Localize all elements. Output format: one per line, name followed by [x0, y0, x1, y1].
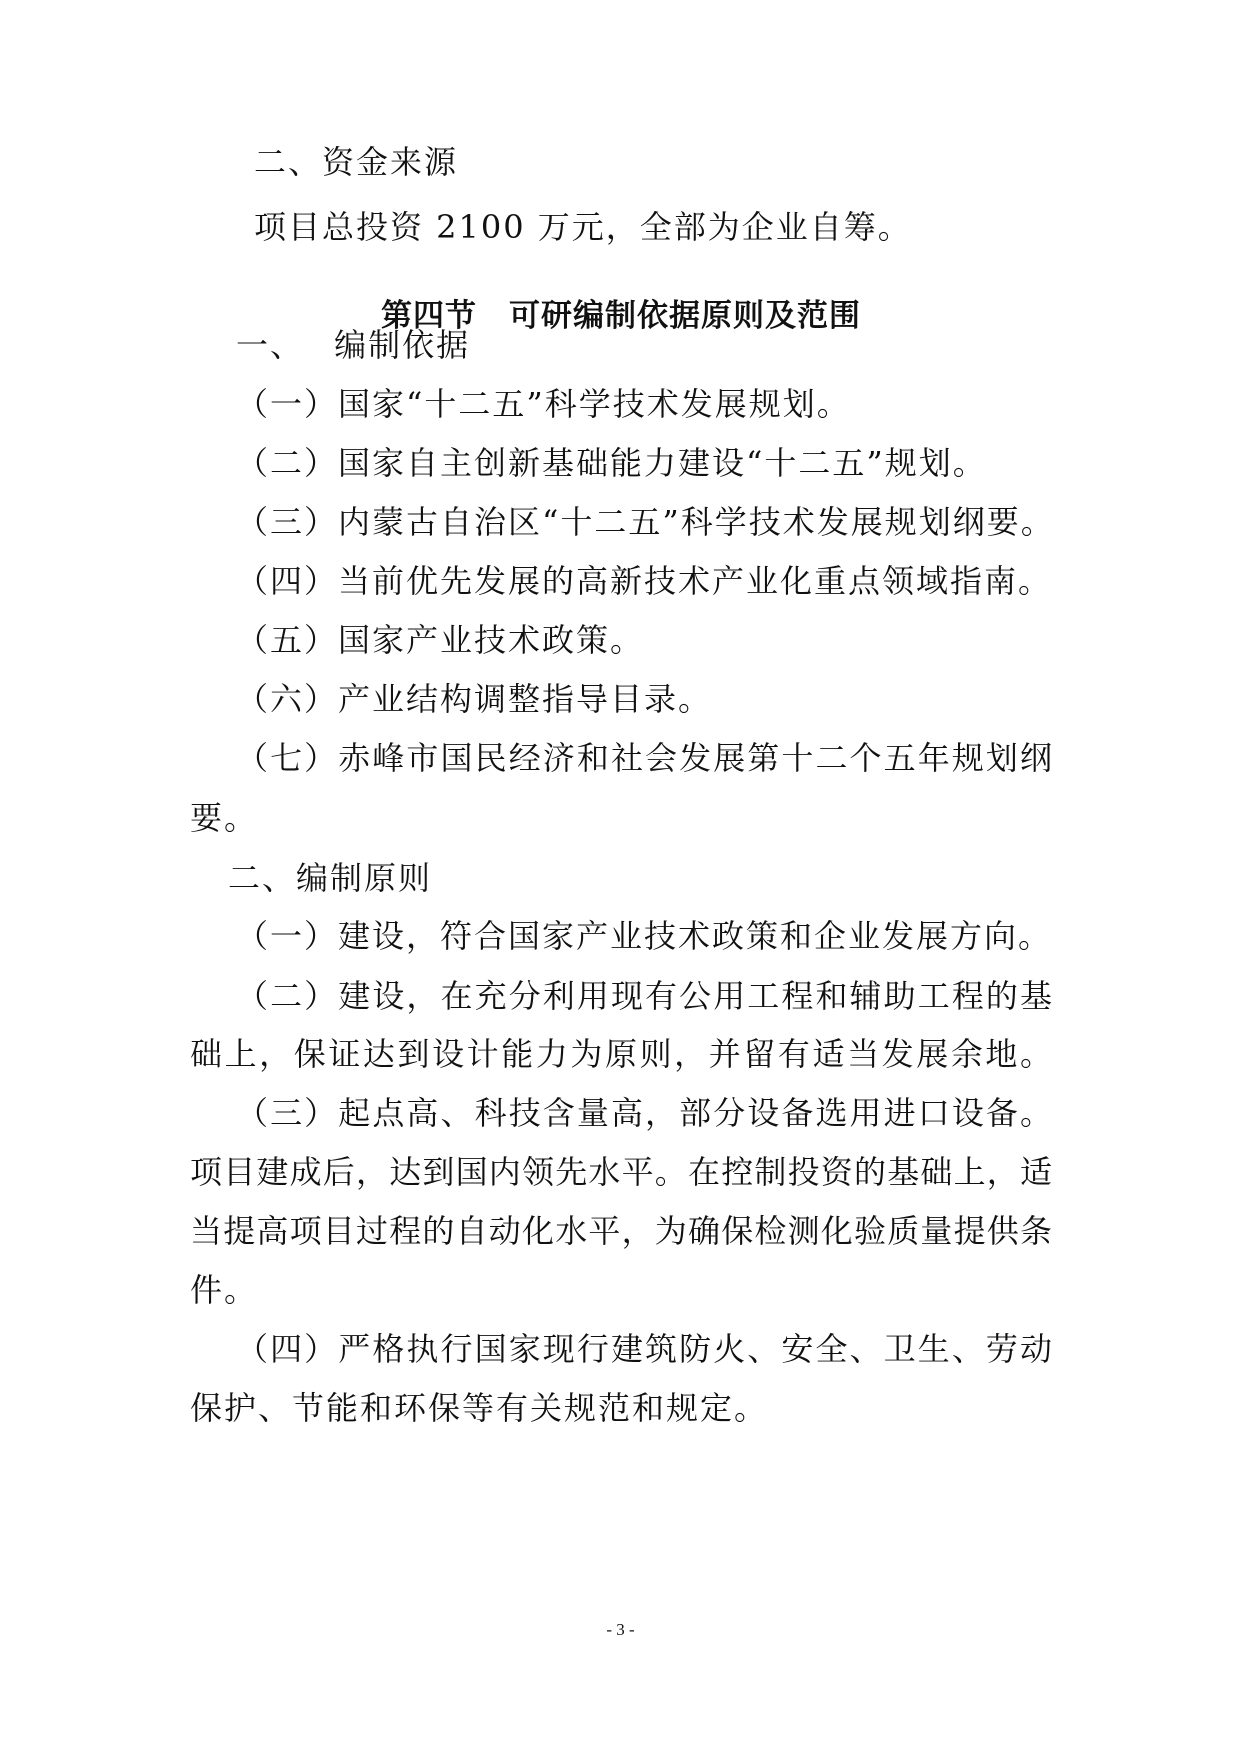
- funding-heading: 二、资金来源: [254, 143, 459, 181]
- principle-3-line-4: 件。: [190, 1271, 259, 1309]
- basis-item-6: （六）产业结构调整指导目录。: [236, 680, 713, 718]
- principle-3-line-1: （三）起点高、科技含量高，部分设备选用进口设备。: [236, 1094, 1052, 1132]
- basis-item-7-line-1: （七）赤峰市国民经济和社会发展第十二个五年规划纲: [236, 739, 1052, 777]
- basis-item-7-line-2: 要。: [190, 799, 259, 837]
- principle-2-line-2: 础上，保证达到设计能力为原则，并留有适当发展余地。: [190, 1035, 1052, 1073]
- basis-item-4: （四）当前优先发展的高新技术产业化重点领域指南。: [236, 562, 1053, 600]
- principle-4-line-1: （四）严格执行国家现行建筑防火、安全、卫生、劳动: [236, 1330, 1052, 1368]
- basis-item-2: （二）国家自主创新基础能力建设“十二五”规划。: [236, 444, 987, 482]
- principle-1: （一）建设，符合国家产业技术政策和企业发展方向。: [236, 917, 1053, 955]
- funding-text: 项目总投资 2100 万元，全部为企业自筹。: [254, 208, 912, 246]
- principle-3-line-3: 当提高项目过程的自动化水平，为确保检测化验质量提供条: [190, 1212, 1052, 1250]
- basis-heading: 一、 编制依据: [236, 326, 471, 364]
- basis-item-5: （五）国家产业技术政策。: [236, 621, 645, 659]
- principle-2-line-1: （二）建设，在充分利用现有公用工程和辅助工程的基: [236, 977, 1052, 1015]
- page-number: - 3 -: [606, 1620, 635, 1639]
- principles-heading: 二、编制原则: [228, 859, 433, 897]
- basis-item-3: （三）内蒙古自治区“十二五”科学技术发展规划纲要。: [236, 503, 1055, 541]
- principle-4-line-2: 保护、节能和环保等有关规范和规定。: [190, 1389, 769, 1427]
- basis-item-1: （一）国家“十二五”科学技术发展规划。: [236, 385, 851, 423]
- principle-3-line-2: 项目建成后，达到国内领先水平。在控制投资的基础上，适: [190, 1153, 1052, 1191]
- section-title: 第四节 可研编制依据原则及范围: [381, 298, 861, 334]
